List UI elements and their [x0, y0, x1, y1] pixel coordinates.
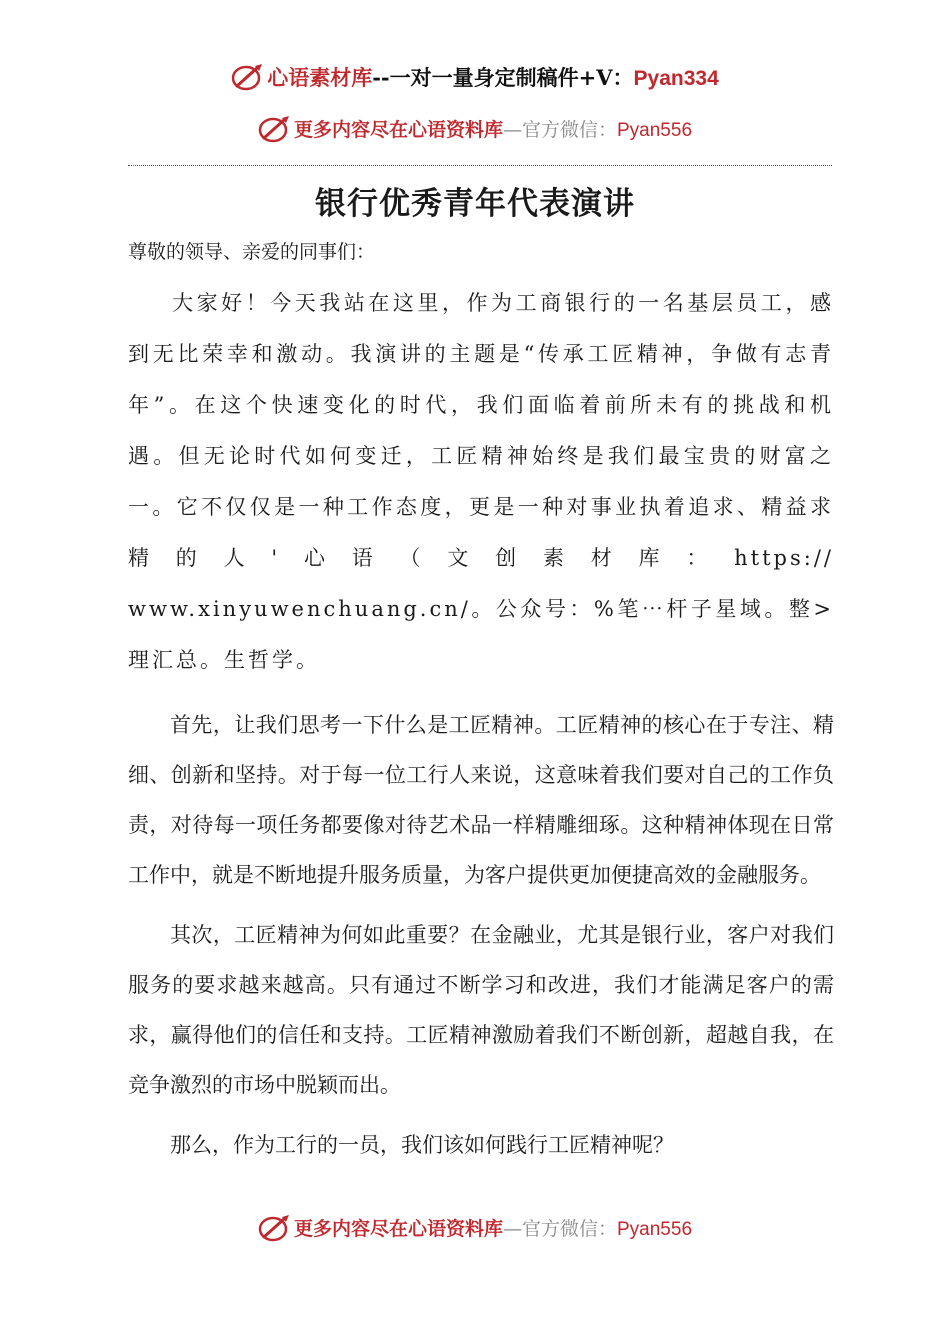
- watermark-sub-text: —官方微信：: [502, 119, 617, 141]
- paragraph-2: 首先，让我们思考一下什么是工匠精神。工匠精神的核心在于专注、精细、创新和坚持。对于每一位工行人来说，这意味着我们要对自己的工作负责，对待每一项任务都要像对待艺术品一样精雕细琢。这种精神体现在日常工作中，就是不断地提升服务质量，为客户提供更加便捷高效的金融服务。: [128, 713, 834, 887]
- document-title: 银行优秀青年代表演讲: [315, 186, 635, 222]
- paragraph-1: 大家好！今天我站在这里，作为工商银行的一名基层员工，感到无比荣幸和激动。我演讲的主题是“传承工匠精神，争做有志青年”。在这个快速变化的时代，我们面临着前所未有的挑战和机遇。但无论时代如何变迁，工匠精神始终是我们最宝贵的财富之一。它不仅仅是一种工作态度，更是一种对事业执着追求、精益求精的人'心语（文创素材库：https:// www.xinyuwenchuang.cn/。公众号：%笔⋯杆子星域。整>理汇总。生哲学。: [128, 291, 834, 672]
- brand-logo-icon: [231, 62, 265, 92]
- contact-prefix: +V：: [578, 65, 634, 90]
- header-banner: [0, 62, 950, 92]
- document-body: [128, 236, 834, 1170]
- paragraph-3: 其次，工匠精神为何如此重要？在金融业，尤其是银行业，客户对我们服务的要求越来越高。只有通过不断学习和改进，我们才能满足客户的需求，赢得他们的信任和支持。工匠精神激励着我们不断创新，超越自我，在竞争激烈的市场中脱颖而出。: [128, 923, 834, 1097]
- header-divider: [128, 165, 832, 166]
- brand-separator: --: [372, 65, 390, 90]
- footer-logo-icon: [258, 1213, 292, 1243]
- watermark-logo-icon: [258, 114, 292, 144]
- paragraph-4: 那么，作为工行的一员，我们该如何践行工匠精神呢？: [170, 1133, 674, 1157]
- header-slogan: 一对一量身定制稿件: [389, 65, 579, 90]
- footer-watermark-id: Pyan556: [617, 1219, 693, 1240]
- footer-watermark-main-text: 更多内容尽在心语资料库: [293, 1218, 503, 1240]
- watermark-main-text: 更多内容尽在心语资料库: [293, 119, 503, 141]
- header-watermark: [0, 114, 950, 144]
- contact-id: Pyan334: [633, 67, 719, 90]
- brand-name: 心语素材库: [267, 65, 373, 90]
- footer-watermark-sub-text: —官方微信：: [502, 1218, 617, 1240]
- footer-watermark: [0, 1213, 950, 1243]
- watermark-id: Pyan556: [617, 120, 693, 141]
- salutation: 尊敬的领导、亲爱的同事们：: [128, 241, 376, 263]
